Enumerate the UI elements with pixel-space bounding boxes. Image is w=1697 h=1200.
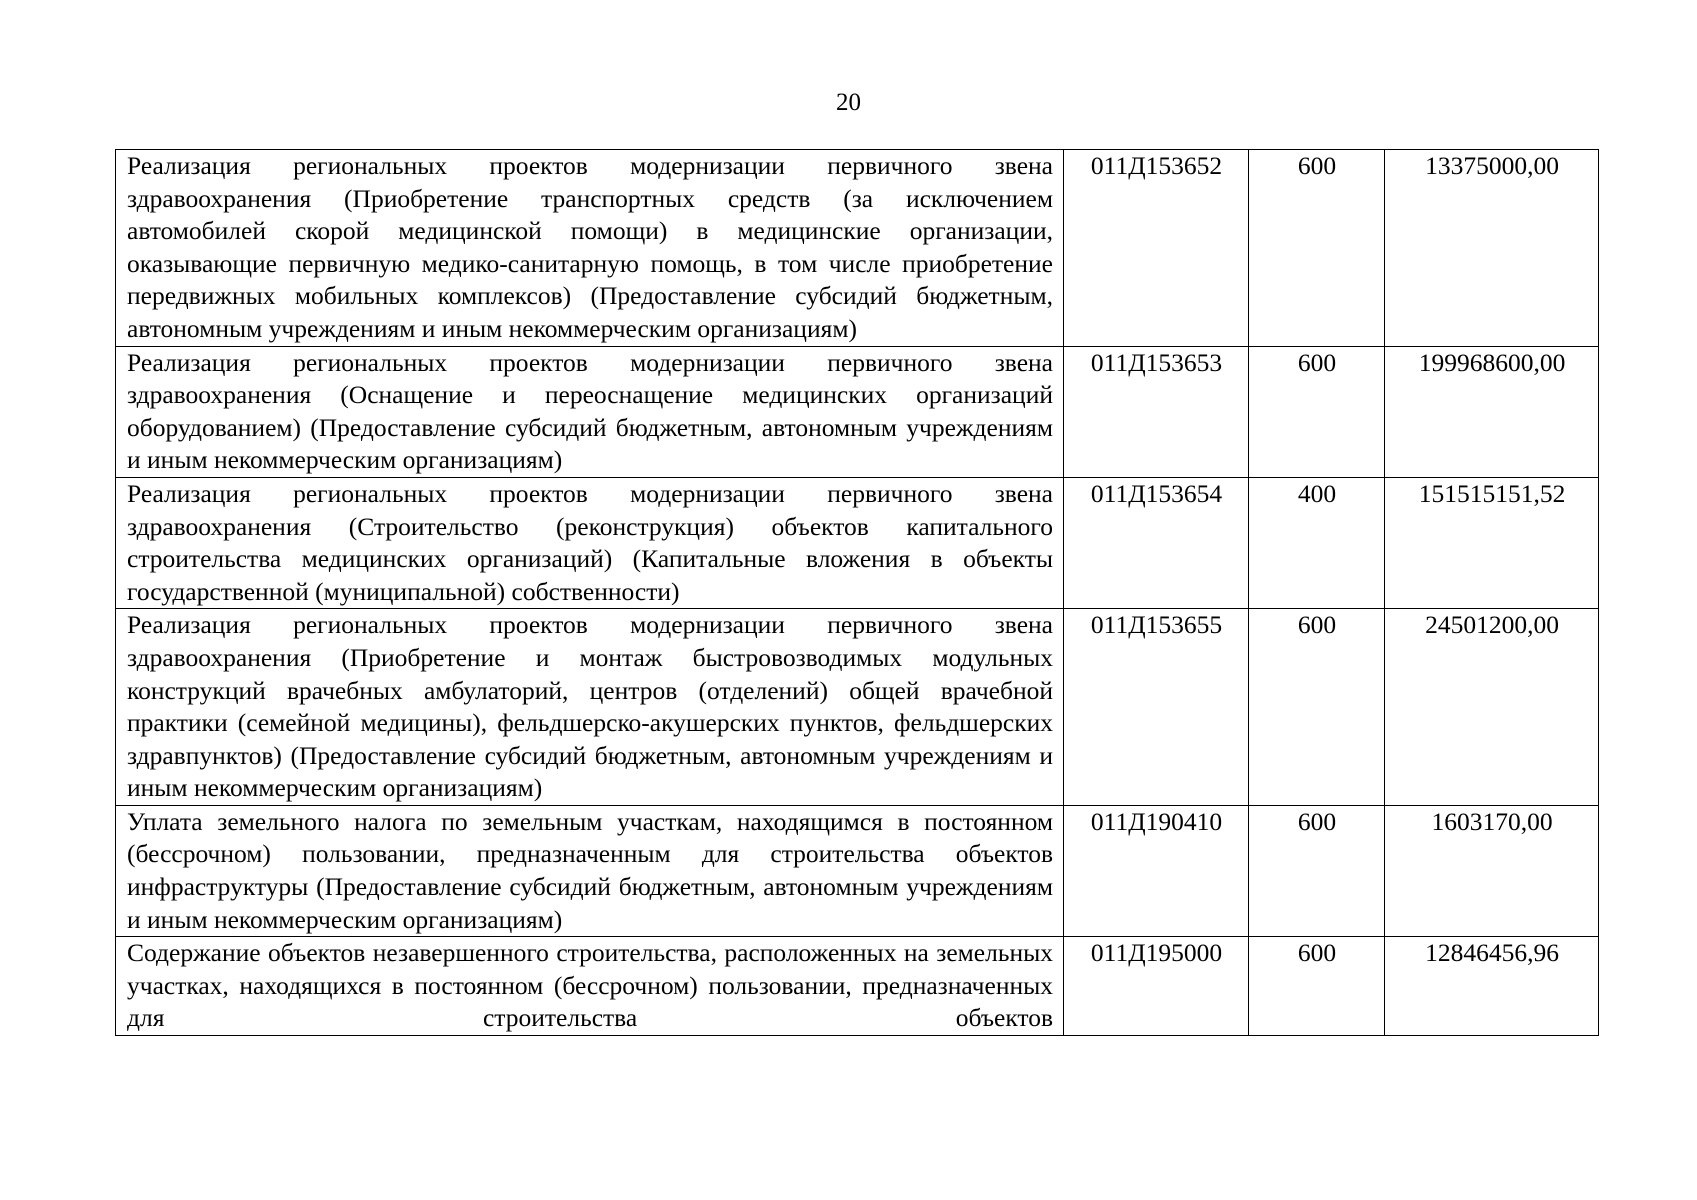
row-name-cell: Реализация региональных проектов модернизации первичного звена здравоохранения (Оснащение и переоснащение медицинских организаций оборудованием) (Предоставление субсидий бюджетным, автономным учреждениям и иным некоммерческим организациям) bbox=[116, 346, 1064, 477]
row-amount-cell: 199968600,00 bbox=[1385, 346, 1599, 477]
row-amount-cell: 1603170,00 bbox=[1385, 805, 1599, 936]
row-type-cell: 400 bbox=[1249, 477, 1385, 608]
table-row bbox=[116, 477, 1599, 608]
table-row bbox=[116, 937, 1599, 1036]
row-code-cell: 011Д195000 bbox=[1064, 937, 1249, 1036]
row-type-cell: 600 bbox=[1249, 805, 1385, 936]
row-type-cell: 600 bbox=[1249, 609, 1385, 806]
table-row bbox=[116, 609, 1599, 806]
table-row bbox=[116, 805, 1599, 936]
page-number: 20 bbox=[836, 89, 861, 116]
row-name-cell: Реализация региональных проектов модернизации первичного звена здравоохранения (Приобретение транспортных средств (за исключением автомобилей скорой медицинской помощи) в медицинские организации, оказывающие первичную медико-санитарную помощь, в том числе приобретение передвижных мобильных комплексов) (Предоставление субсидий бюджетным, автономным учреждениям и иным некоммерческим организациям) bbox=[116, 150, 1064, 347]
row-code-cell: 011Д153655 bbox=[1064, 609, 1249, 806]
budget-table bbox=[115, 149, 1599, 1036]
row-type-cell: 600 bbox=[1249, 937, 1385, 1036]
row-amount-cell: 24501200,00 bbox=[1385, 609, 1599, 806]
row-name-cell: Реализация региональных проектов модернизации первичного звена здравоохранения (Строительство (реконструкция) объектов капитального строительства медицинских организаций) (Капитальные вложения в объекты государственной (муниципальной) собственности) bbox=[116, 477, 1064, 608]
row-amount-cell: 12846456,96 bbox=[1385, 937, 1599, 1036]
row-type-cell: 600 bbox=[1249, 150, 1385, 347]
row-code-cell: 011Д153653 bbox=[1064, 346, 1249, 477]
row-amount-cell: 13375000,00 bbox=[1385, 150, 1599, 347]
table-row bbox=[116, 150, 1599, 347]
row-code-cell: 011Д190410 bbox=[1064, 805, 1249, 936]
row-type-cell: 600 bbox=[1249, 346, 1385, 477]
row-name-cell: Содержание объектов незавершенного строительства, расположенных на земельных участках, находящихся в постоянном (бессрочном) пользовании, предназначенных для строительства объектов bbox=[116, 937, 1064, 1036]
row-name-cell: Уплата земельного налога по земельным участкам, находящимся в постоянном (бессрочном) пользовании, предназначенным для строительства объектов инфраструктуры (Предоставление субсидий бюджетным, автономным учреждениям и иным некоммерческим организациям) bbox=[116, 805, 1064, 936]
row-amount-cell: 151515151,52 bbox=[1385, 477, 1599, 608]
row-name-cell: Реализация региональных проектов модернизации первичного звена здравоохранения (Приобретение и монтаж быстровозводимых модульных конструкций врачебных амбулаторий, центров (отделений) общей врачебной практики (семейной медицины), фельдшерско-акушерских пунктов, фельдшерских здравпунктов) (Предоставление субсидий бюджетным, автономным учреждениям и иным некоммерческим организациям) bbox=[116, 609, 1064, 806]
row-code-cell: 011Д153652 bbox=[1064, 150, 1249, 347]
table-row bbox=[116, 346, 1599, 477]
row-code-cell: 011Д153654 bbox=[1064, 477, 1249, 608]
